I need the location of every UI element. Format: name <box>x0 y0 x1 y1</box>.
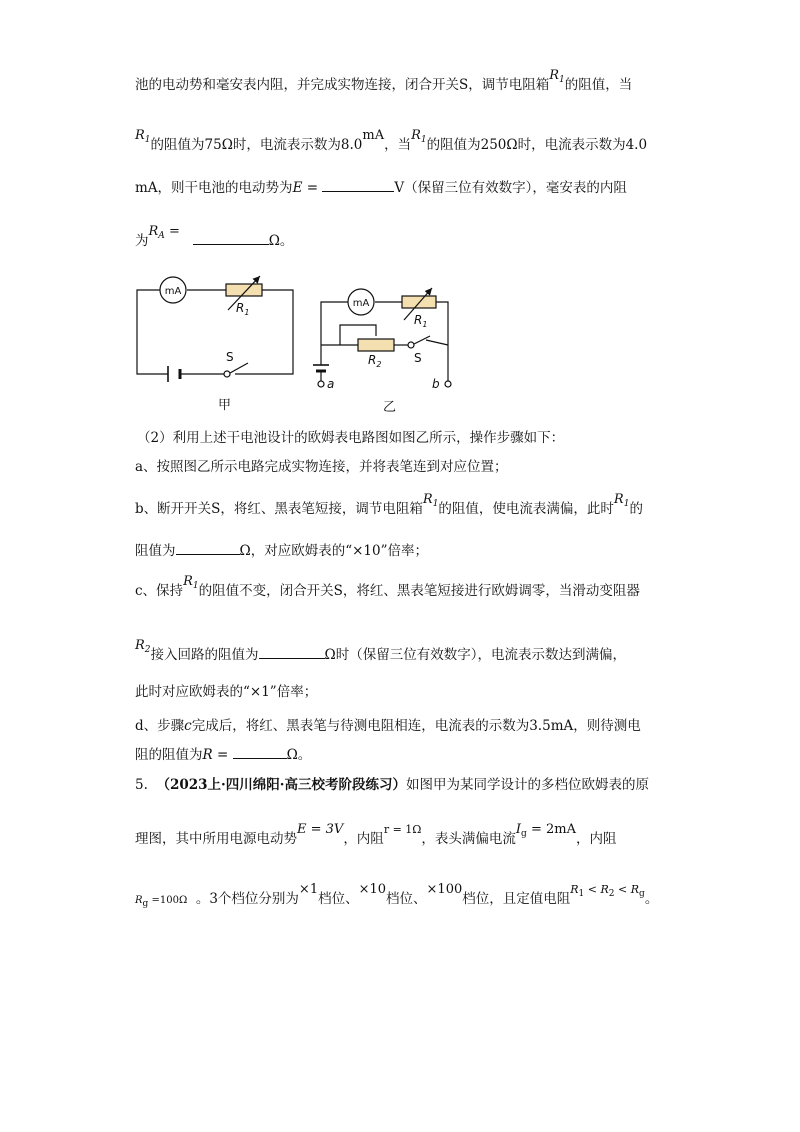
text-line-step-c2 <box>135 638 626 669</box>
range-x1: ×1 <box>298 882 319 897</box>
answer-blank-r[interactable] <box>233 744 287 759</box>
text-line-step-b2 <box>135 540 428 560</box>
text-line-intro: （2）利用上述干电池设计的欧姆表电路图如图乙所示，操作步骤如下： <box>137 430 565 446</box>
text-span: Ω时（保留三位有效数字），电流表示数达到满偏， <box>324 647 626 663</box>
text-line-step-a: a、按照图乙所示电路完成实物连接，并将表笔连到对应位置； <box>135 459 508 475</box>
emf-value: E = 3V <box>297 822 344 837</box>
r1-symbol: $R_1$ <box>135 128 151 145</box>
circuit-yi <box>313 288 451 387</box>
terminal-a-label: a <box>327 377 335 391</box>
r2-label: $R_2$ <box>368 353 382 369</box>
text-span: ，内阻 <box>343 831 384 847</box>
ma-meter-label: mA <box>352 298 370 309</box>
text-span: 的阻值为250Ω时，电流表示数为4.0 <box>426 137 648 153</box>
text-span: 阻值为 <box>135 543 176 559</box>
r1-symbol: $R_1$ <box>411 128 427 145</box>
text-span: 档位、 <box>318 891 359 907</box>
text-span: ，当 <box>384 137 412 153</box>
ma-meter-label: mA <box>164 286 182 297</box>
question-5-line-1 <box>135 776 649 794</box>
text-span: d、步骤 <box>135 718 185 734</box>
ra-symbol: $R_A$ = <box>148 224 180 241</box>
step-c-symbol: c <box>184 718 192 734</box>
text-span: Ω。 <box>286 747 312 763</box>
full-scale-current: $I_g = 2mA$ <box>515 822 576 839</box>
text-span: 阻的阻值为 <box>135 747 203 763</box>
text-span: mA，则干电池的电动势为 <box>135 180 293 196</box>
text-span: Ω，对应欧姆表的“×10”倍率； <box>239 543 428 559</box>
question-number: 5. <box>135 777 148 793</box>
r1-symbol: $R_1$ <box>183 574 199 591</box>
text-span: 池的电动势和毫安表内阻，并完成实物连接，闭合开关S，调节电阻箱 <box>135 77 550 93</box>
resistor-inequality: R1 < R2 < Rg <box>570 883 645 899</box>
text-line-step-b1 <box>135 492 643 523</box>
text-span: 的阻值不变，闭合开关S，将红、黑表笔短接进行欧姆调零，当滑动变阻器 <box>198 583 640 599</box>
text-line-step-c1 <box>135 574 640 605</box>
text-span: 为 <box>135 233 149 249</box>
terminal-b-label: b <box>432 377 440 391</box>
r2-symbol: $R_2$ <box>135 638 151 655</box>
r1-symbol: $R_1$ <box>422 492 439 509</box>
text-span: 完成后，将红、黑表笔与待测电阻相连，电流表的示数为3.5 <box>191 718 551 734</box>
circuit-jia <box>137 276 293 382</box>
text-span: 。3个档位分别为 <box>195 891 299 907</box>
text-span: 接入回路的阻值为 <box>150 647 259 663</box>
text-span: 的阻值为75Ω时，电流表示数为8.0 <box>150 137 363 153</box>
text-span: ，表头满偏电流 <box>421 831 516 847</box>
text-span: c、保持 <box>135 583 184 599</box>
emf-symbol: E <box>292 180 303 196</box>
range-x10: ×10 <box>358 882 387 897</box>
r-symbol: R <box>202 747 213 763</box>
answer-blank-r1[interactable] <box>176 540 240 555</box>
question-5-line-3 <box>135 882 659 913</box>
figure-caption-yi: 乙 <box>383 400 397 415</box>
text-line-step-c3: 此时对应欧姆表的“×1”倍率； <box>135 684 318 700</box>
text-span: 理图，其中所用电源电动势 <box>135 831 297 847</box>
text-span: 档位、 <box>386 891 427 907</box>
figure-caption-jia: 甲 <box>218 398 232 413</box>
text-span: 如图甲为某同学设计的多档位欧姆表的原 <box>405 777 649 793</box>
question-source: （2023上·四川绵阳·高三校考阶段练习） <box>156 777 406 793</box>
rg-value: Rg =100Ω <box>135 895 188 909</box>
text-span: b、断开开关S，将红、黑表笔短接，调节电阻箱 <box>135 501 423 517</box>
r1-symbol: $R_1$ <box>613 492 630 509</box>
answer-blank-r2[interactable] <box>259 644 325 659</box>
r1-label: $R_1$ <box>414 313 428 329</box>
text-span: 。 <box>644 891 659 907</box>
equals-sign: = <box>216 747 229 763</box>
r1-label: $R_1$ <box>236 301 250 317</box>
circuit-figures <box>0 0 800 430</box>
range-x100: ×100 <box>426 882 463 897</box>
text-line-step-d2 <box>135 744 311 764</box>
text-span: V（保留三位有效数字），毫安表的内阻 <box>394 180 627 196</box>
switch-label: S <box>414 351 422 365</box>
internal-resistance-value: r = 1Ω <box>383 823 422 836</box>
text-span: 的阻值，当 <box>564 77 633 93</box>
text-span: ，则待测电 <box>573 718 641 734</box>
text-line-step-d1 <box>135 717 641 735</box>
text-span: Ω。 <box>268 233 294 249</box>
switch-label: S <box>226 350 234 364</box>
r1-symbol: $R_1$ <box>549 68 565 85</box>
text-span: 档位，且定值电阻 <box>462 891 571 907</box>
text-span: 的阻值，使电流表满偏，此时 <box>438 501 614 517</box>
unit-ma: mA <box>362 128 385 143</box>
text-span: ，内阻 <box>575 831 617 847</box>
text-span: 的 <box>629 501 643 517</box>
equals-sign: = <box>306 180 319 196</box>
unit-ma: mA <box>550 718 574 734</box>
